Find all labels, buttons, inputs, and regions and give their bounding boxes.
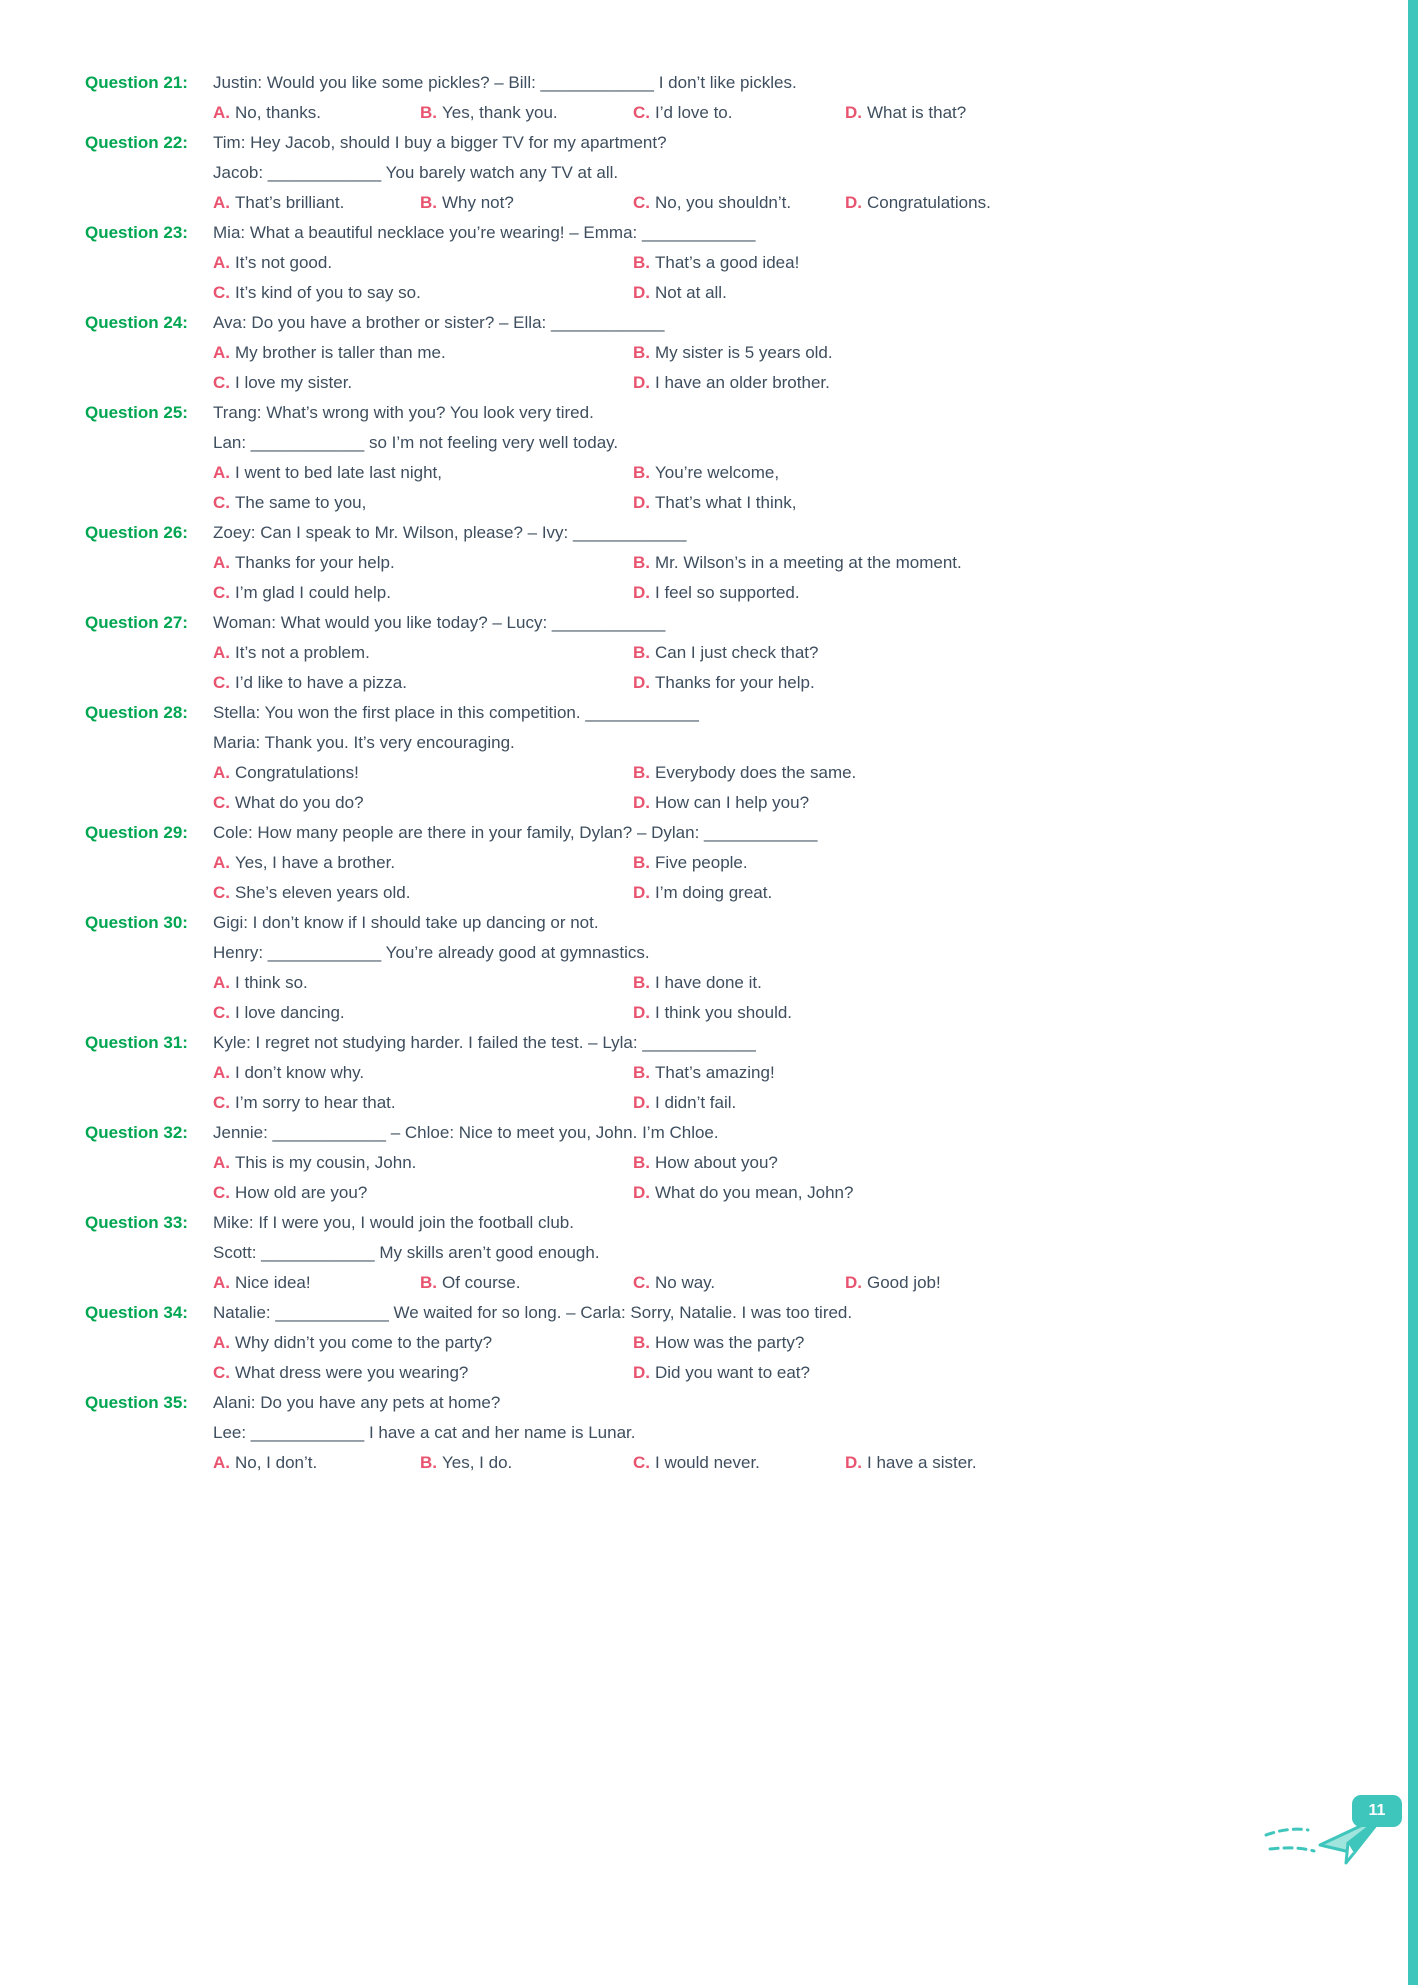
option-c — [633, 1448, 845, 1478]
option-letter: D. — [633, 673, 650, 692]
question-label: Question 35: — [85, 1393, 188, 1412]
question-line — [213, 938, 1347, 968]
option-letter: B. — [633, 763, 650, 782]
question-block — [85, 128, 1347, 218]
option-letter: A. — [213, 853, 230, 872]
option-letter: C. — [213, 1093, 230, 1112]
option-letter: A. — [213, 103, 230, 122]
option-letter: B. — [633, 1333, 650, 1352]
question-line — [85, 68, 1347, 98]
option-letter: C. — [213, 373, 230, 392]
option-text: I went to bed late last night, — [235, 463, 442, 482]
option-d — [633, 668, 1347, 698]
option-b — [633, 638, 1347, 668]
question-line — [213, 1238, 1347, 1268]
question-text: Maria: Thank you. It’s very encouraging. — [213, 733, 515, 752]
options-grid — [213, 1148, 1347, 1208]
question-text: Mia: What a beautiful necklace you’re wearing! – Emma: ____________ — [213, 223, 756, 242]
option-letter: B. — [420, 193, 437, 212]
option-letter: C. — [633, 1273, 650, 1292]
option-d — [633, 1358, 1347, 1388]
option-b — [633, 548, 1347, 578]
option-d — [633, 878, 1347, 908]
option-letter: A. — [213, 1153, 230, 1172]
option-text: I love my sister. — [235, 373, 353, 392]
option-text: Yes, I have a brother. — [235, 853, 396, 872]
option-text: That’s amazing! — [655, 1063, 775, 1082]
option-letter: C. — [213, 673, 230, 692]
option-d — [633, 1088, 1347, 1118]
option-text: I’m sorry to hear that. — [235, 1093, 396, 1112]
options-grid — [213, 638, 1347, 698]
question-text: Mike: If I were you, I would join the football club. — [213, 1213, 574, 1232]
option-d — [633, 788, 1347, 818]
option-letter: C. — [213, 1003, 230, 1022]
option-text: No, thanks. — [235, 103, 321, 122]
option-text: Why not? — [442, 193, 514, 212]
option-text: What do you do? — [235, 793, 364, 812]
option-text: That’s what I think, — [655, 493, 797, 512]
option-text: Why didn’t you come to the party? — [235, 1333, 493, 1352]
option-c — [213, 488, 633, 518]
option-b — [633, 1148, 1347, 1178]
question-block — [85, 1028, 1347, 1118]
option-letter: D. — [845, 103, 862, 122]
options-grid — [213, 548, 1347, 608]
option-letter: C. — [633, 103, 650, 122]
option-letter: D. — [633, 583, 650, 602]
options-grid — [213, 1268, 1347, 1298]
question-text: Kyle: I regret not studying harder. I failed the test. – Lyla: ____________ — [213, 1033, 756, 1052]
option-d — [633, 578, 1347, 608]
option-letter: C. — [213, 583, 230, 602]
option-text: Thanks for your help. — [235, 553, 395, 572]
option-a — [213, 458, 633, 488]
option-b — [633, 248, 1347, 278]
option-letter: A. — [213, 1333, 230, 1352]
option-d — [633, 278, 1347, 308]
option-letter: A. — [213, 1453, 230, 1472]
option-b — [633, 968, 1347, 998]
option-letter: C. — [213, 883, 230, 902]
option-a — [213, 1148, 633, 1178]
question-label: Question 34: — [85, 1303, 188, 1322]
option-a — [213, 188, 420, 218]
page-number: 11 — [1368, 1802, 1386, 1819]
question-text: Stella: You won the first place in this competition. ____________ — [213, 703, 699, 722]
question-label: Question 27: — [85, 613, 188, 632]
option-letter: D. — [633, 1003, 650, 1022]
option-a — [213, 338, 633, 368]
option-a — [213, 1328, 633, 1358]
option-text: I feel so supported. — [655, 583, 800, 602]
option-c — [213, 1178, 633, 1208]
option-letter: A. — [213, 193, 230, 212]
option-text: Five people. — [655, 853, 748, 872]
question-line — [85, 1028, 1347, 1058]
option-text: I would never. — [655, 1453, 760, 1472]
option-text: Did you want to eat? — [655, 1363, 810, 1382]
option-a — [213, 98, 420, 128]
option-c — [213, 1358, 633, 1388]
option-letter: A. — [213, 643, 230, 662]
option-letter: A. — [213, 973, 230, 992]
option-c — [633, 98, 845, 128]
option-letter: D. — [845, 193, 862, 212]
option-text: Congratulations! — [235, 763, 359, 782]
question-line — [85, 1208, 1347, 1238]
option-text: You’re welcome, — [655, 463, 780, 482]
question-label: Question 21: — [85, 73, 188, 92]
question-block — [85, 398, 1347, 518]
option-letter: B. — [633, 853, 650, 872]
option-letter: D. — [633, 283, 650, 302]
option-b — [633, 338, 1347, 368]
questions-list — [85, 68, 1347, 1478]
option-letter: D. — [633, 373, 650, 392]
options-grid — [213, 968, 1347, 1028]
option-letter: C. — [213, 793, 230, 812]
option-letter: D. — [845, 1273, 862, 1292]
question-label: Question 30: — [85, 913, 188, 932]
option-text: I think you should. — [655, 1003, 793, 1022]
option-text: Thanks for your help. — [655, 673, 815, 692]
question-block — [85, 218, 1347, 308]
option-text: What do you mean, John? — [655, 1183, 854, 1202]
option-text: I’d like to have a pizza. — [235, 673, 407, 692]
question-line — [213, 158, 1347, 188]
question-block — [85, 1118, 1347, 1208]
option-text: It’s not good. — [235, 253, 333, 272]
question-text: Zoey: Can I speak to Mr. Wilson, please? – Ivy: ____________ — [213, 523, 687, 542]
option-letter: B. — [420, 1273, 437, 1292]
option-letter: A. — [213, 343, 230, 362]
question-block — [85, 1208, 1347, 1298]
question-text: Tim: Hey Jacob, should I buy a bigger TV for my apartment? — [213, 133, 667, 152]
option-text: I’d love to. — [655, 103, 733, 122]
option-b — [633, 1058, 1347, 1088]
option-c — [633, 1268, 845, 1298]
option-letter: B. — [420, 103, 437, 122]
question-label: Question 22: — [85, 133, 188, 152]
question-block — [85, 1388, 1347, 1478]
option-text: I’m glad I could help. — [235, 583, 391, 602]
question-line — [213, 728, 1347, 758]
question-text: Henry: ____________ You’re already good at gymnastics. — [213, 943, 650, 962]
option-text: Yes, thank you. — [442, 103, 558, 122]
option-d — [845, 98, 1347, 128]
options-grid — [213, 98, 1347, 128]
option-a — [213, 1058, 633, 1088]
option-text: Of course. — [442, 1273, 521, 1292]
question-block — [85, 68, 1347, 128]
options-grid — [213, 1328, 1347, 1388]
question-block — [85, 818, 1347, 908]
question-block — [85, 908, 1347, 1028]
question-line — [85, 818, 1347, 848]
question-line — [85, 308, 1347, 338]
option-text: That’s brilliant. — [235, 193, 345, 212]
option-letter: B. — [633, 1153, 650, 1172]
option-text: Mr. Wilson’s in a meeting at the moment. — [655, 553, 962, 572]
option-text: The same to you, — [235, 493, 367, 512]
question-line — [213, 428, 1347, 458]
option-text: I don’t know why. — [235, 1063, 365, 1082]
option-letter: B. — [633, 463, 650, 482]
option-letter: D. — [633, 493, 650, 512]
options-grid — [213, 848, 1347, 908]
page-edge-bar — [1408, 0, 1418, 1985]
option-letter: B. — [633, 553, 650, 572]
question-label: Question 25: — [85, 403, 188, 422]
option-b — [420, 98, 633, 128]
option-letter: D. — [633, 1363, 650, 1382]
option-c — [213, 368, 633, 398]
question-label: Question 32: — [85, 1123, 188, 1142]
option-d — [845, 1448, 1347, 1478]
option-c — [213, 998, 633, 1028]
question-line — [85, 128, 1347, 158]
option-letter: B. — [633, 1063, 650, 1082]
option-text: That’s a good idea! — [655, 253, 800, 272]
option-letter: B. — [633, 643, 650, 662]
option-c — [213, 578, 633, 608]
option-a — [213, 1268, 420, 1298]
question-label: Question 26: — [85, 523, 188, 542]
options-grid — [213, 1058, 1347, 1118]
question-text: Jacob: ____________ You barely watch any TV at all. — [213, 163, 619, 182]
option-b — [633, 458, 1347, 488]
option-text: I’m doing great. — [655, 883, 773, 902]
option-letter: D. — [633, 793, 650, 812]
question-text: Alani: Do you have any pets at home? — [213, 1393, 501, 1412]
option-b — [633, 1328, 1347, 1358]
option-letter: D. — [633, 1093, 650, 1112]
option-letter: C. — [633, 1453, 650, 1472]
option-text: I think so. — [235, 973, 308, 992]
option-text: What dress were you wearing? — [235, 1363, 469, 1382]
option-a — [213, 1448, 420, 1478]
option-d — [633, 488, 1347, 518]
option-a — [213, 248, 633, 278]
options-grid — [213, 188, 1347, 218]
option-text: She’s eleven years old. — [235, 883, 411, 902]
option-text: What is that? — [867, 103, 967, 122]
question-label: Question 24: — [85, 313, 188, 332]
question-line — [85, 218, 1347, 248]
option-letter: C. — [213, 1363, 230, 1382]
option-letter: D. — [845, 1453, 862, 1472]
question-line — [85, 1388, 1347, 1418]
option-letter: C. — [213, 1183, 230, 1202]
question-text: Ava: Do you have a brother or sister? – Ella: ____________ — [213, 313, 665, 332]
question-label: Question 31: — [85, 1033, 188, 1052]
option-a — [213, 548, 633, 578]
option-letter: A. — [213, 1063, 230, 1082]
question-label: Question 23: — [85, 223, 188, 242]
option-text: Everybody does the same. — [655, 763, 857, 782]
option-c — [213, 278, 633, 308]
option-letter: A. — [213, 253, 230, 272]
option-letter: A. — [213, 1273, 230, 1292]
option-text: I have an older brother. — [655, 373, 830, 392]
options-grid — [213, 338, 1347, 398]
option-letter: A. — [213, 763, 230, 782]
question-block — [85, 518, 1347, 608]
option-letter: D. — [633, 1183, 650, 1202]
option-text: This is my cousin, John. — [235, 1153, 417, 1172]
option-text: How can I help you? — [655, 793, 810, 812]
option-text: I love dancing. — [235, 1003, 345, 1022]
option-letter: B. — [633, 973, 650, 992]
question-line — [85, 1298, 1347, 1328]
option-letter: C. — [633, 193, 650, 212]
option-text: I didn’t fail. — [655, 1093, 737, 1112]
options-grid — [213, 248, 1347, 308]
question-label: Question 33: — [85, 1213, 188, 1232]
option-b — [420, 1448, 633, 1478]
question-line — [85, 518, 1347, 548]
option-text: Yes, I do. — [442, 1453, 513, 1472]
option-text: My sister is 5 years old. — [655, 343, 833, 362]
option-letter: D. — [633, 883, 650, 902]
option-text: I have done it. — [655, 973, 762, 992]
options-grid — [213, 1448, 1347, 1478]
question-text: Justin: Would you like some pickles? – Bill: ____________ I don’t like pickles. — [213, 73, 797, 92]
option-c — [213, 878, 633, 908]
option-text: Nice idea! — [235, 1273, 311, 1292]
option-b — [633, 848, 1347, 878]
option-letter: A. — [213, 463, 230, 482]
option-a — [213, 968, 633, 998]
question-text: Jennie: ____________ – Chloe: Nice to meet you, John. I’m Chloe. — [213, 1123, 719, 1142]
question-line — [85, 908, 1347, 938]
option-text: I have a sister. — [867, 1453, 977, 1472]
option-d — [633, 1178, 1347, 1208]
option-c — [213, 668, 633, 698]
option-d — [845, 1268, 1347, 1298]
option-c — [213, 1088, 633, 1118]
option-text: How about you? — [655, 1153, 778, 1172]
question-block — [85, 698, 1347, 818]
option-text: No way. — [655, 1273, 716, 1292]
question-block — [85, 1298, 1347, 1388]
option-text: Not at all. — [655, 283, 727, 302]
option-a — [213, 848, 633, 878]
option-a — [213, 638, 633, 668]
option-letter: B. — [633, 343, 650, 362]
option-text: It’s not a problem. — [235, 643, 370, 662]
option-d — [633, 998, 1347, 1028]
option-letter: C. — [213, 493, 230, 512]
question-line — [85, 608, 1347, 638]
option-text: No, I don’t. — [235, 1453, 318, 1472]
option-c — [633, 188, 845, 218]
options-grid — [213, 458, 1347, 518]
question-label: Question 28: — [85, 703, 188, 722]
question-line — [213, 1418, 1347, 1448]
option-a — [213, 758, 633, 788]
option-letter: A. — [213, 553, 230, 572]
page-number-tab — [1352, 1795, 1402, 1827]
question-text: Trang: What’s wrong with you? You look very tired. — [213, 403, 594, 422]
option-text: Good job! — [867, 1273, 941, 1292]
question-block — [85, 308, 1347, 398]
question-text: Lan: ____________ so I’m not feeling very well today. — [213, 433, 619, 452]
question-text: Scott: ____________ My skills aren’t good enough. — [213, 1243, 600, 1262]
question-text: Woman: What would you like today? – Lucy: ____________ — [213, 613, 666, 632]
question-line — [85, 1118, 1347, 1148]
option-letter: B. — [420, 1453, 437, 1472]
option-letter: B. — [633, 253, 650, 272]
option-b — [420, 1268, 633, 1298]
option-text: How old are you? — [235, 1183, 368, 1202]
option-letter: C. — [213, 283, 230, 302]
option-text: Congratulations. — [867, 193, 991, 212]
option-text: How was the party? — [655, 1333, 805, 1352]
question-text: Lee: ____________ I have a cat and her name is Lunar. — [213, 1423, 636, 1442]
question-label: Question 29: — [85, 823, 188, 842]
option-d — [845, 188, 1347, 218]
question-block — [85, 608, 1347, 698]
option-text: No, you shouldn’t. — [655, 193, 792, 212]
option-text: My brother is taller than me. — [235, 343, 446, 362]
question-line — [85, 698, 1347, 728]
option-d — [633, 368, 1347, 398]
option-b — [420, 188, 633, 218]
question-text: Gigi: I don’t know if I should take up dancing or not. — [213, 913, 599, 932]
question-text: Natalie: ____________ We waited for so long. – Carla: Sorry, Natalie. I was too tired. — [213, 1303, 853, 1322]
options-grid — [213, 758, 1347, 818]
option-text: Can I just check that? — [655, 643, 819, 662]
option-c — [213, 788, 633, 818]
option-text: It’s kind of you to say so. — [235, 283, 421, 302]
option-b — [633, 758, 1347, 788]
question-text: Cole: How many people are there in your family, Dylan? – Dylan: ____________ — [213, 823, 818, 842]
question-line — [85, 398, 1347, 428]
